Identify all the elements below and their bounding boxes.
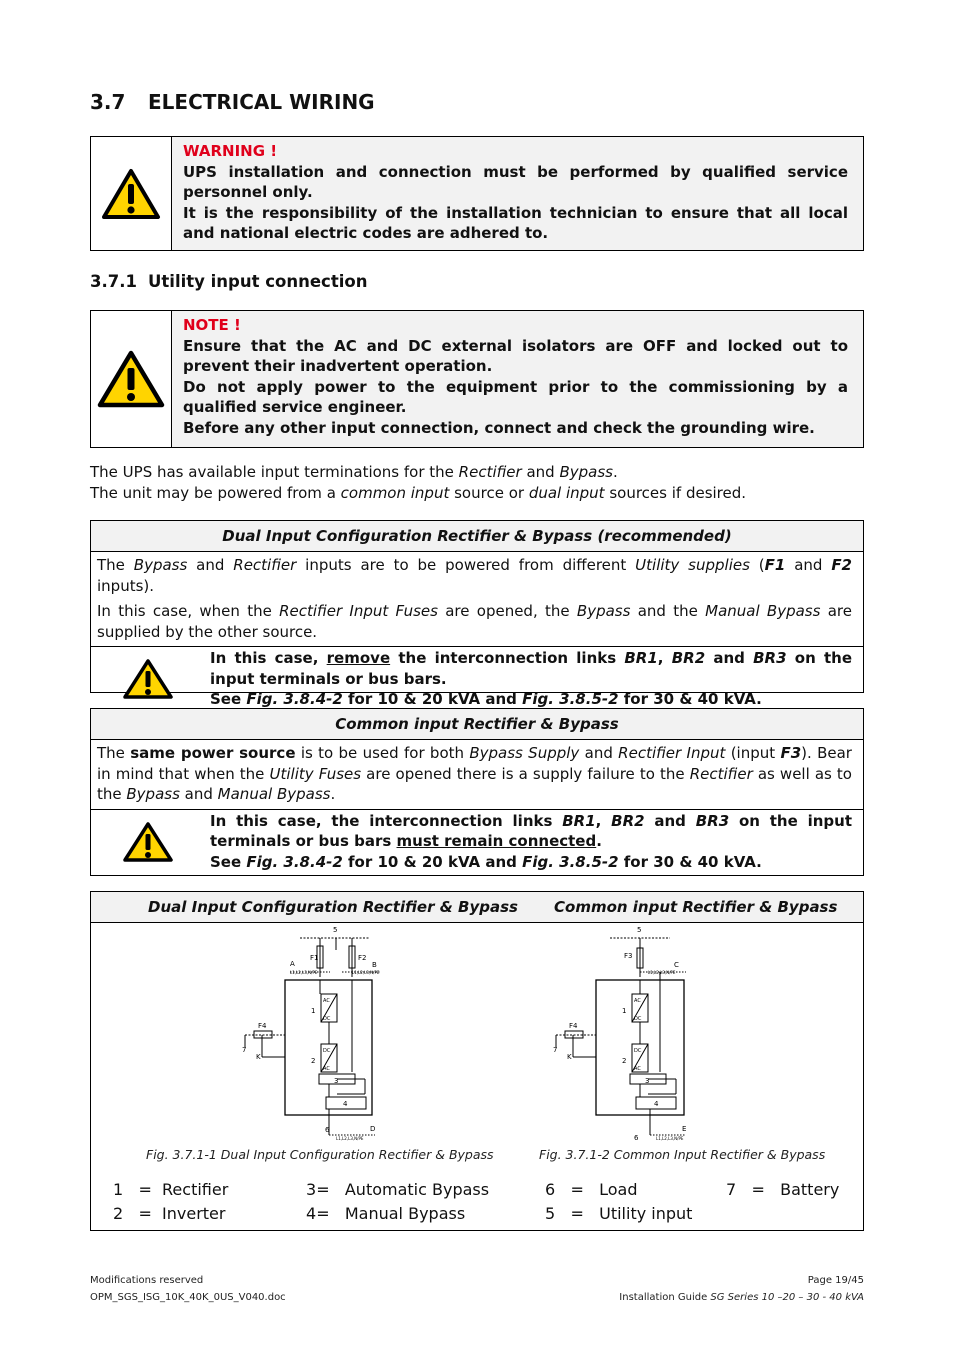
svg-text:3: 3 — [334, 1077, 339, 1085]
dual-input-warning-line-1 — [210, 648, 852, 689]
text: and — [705, 649, 754, 667]
note-line-2: Do not apply power to the equipment prior to the commissioning by a qualified service engineer. — [183, 377, 848, 416]
legend-item — [306, 1180, 489, 1199]
common-input-paragraph-1 — [97, 743, 852, 805]
warning-line-1: UPS installation and connection must be performed by qualified service personnel only. — [183, 162, 848, 201]
legend-label: Utility input — [599, 1204, 693, 1223]
dual-input-paragraph-1 — [97, 555, 852, 596]
text: Manual Bypass — [705, 602, 821, 620]
warning-box — [90, 136, 864, 251]
text: on the input terminals or bus bars — [210, 811, 852, 850]
text: BR3 — [695, 811, 730, 830]
legend-label: Automatic Bypass — [344, 1180, 490, 1199]
text: and the — [630, 602, 706, 620]
dual-input-warning-row — [91, 647, 863, 712]
text: Bypass — [576, 602, 631, 620]
svg-text:6: 6 — [634, 1134, 639, 1142]
section-heading — [90, 90, 375, 114]
text: same power source — [130, 744, 296, 762]
svg-text:2: 2 — [311, 1057, 316, 1065]
text: The unit may be powered from a — [90, 484, 341, 502]
dual-input-diagram — [240, 922, 390, 1147]
subsection-heading — [90, 272, 367, 291]
legend-number: 2 — [113, 1204, 124, 1223]
dual-input-table — [90, 520, 864, 708]
svg-text:AC: AC — [323, 998, 330, 1004]
svg-text:DC: DC — [323, 1048, 331, 1054]
text: In this case, the interconnection links — [210, 811, 563, 830]
text: BR1 — [624, 649, 658, 667]
legend-number: 1 — [113, 1180, 124, 1199]
legend-sep: = — [316, 1204, 330, 1223]
svg-text:AC: AC — [634, 1066, 641, 1072]
svg-text:L1,L2,L3,N/PE: L1,L2,L3,N/PE — [656, 1136, 684, 1141]
svg-text:D: D — [370, 1125, 376, 1133]
text: sources if desired. — [604, 484, 747, 502]
text: and — [179, 785, 218, 803]
legend-sep: = — [138, 1204, 152, 1223]
note-icon-cell — [91, 311, 172, 447]
warning-icon-cell — [91, 137, 172, 250]
warning-triangle-icon — [122, 658, 174, 700]
footer-right-2 — [619, 1292, 864, 1303]
common-input-table — [90, 708, 864, 876]
warning-triangle-icon — [97, 350, 165, 408]
text: remove — [326, 649, 391, 667]
text: ( — [749, 556, 765, 574]
text: and — [187, 556, 234, 574]
svg-text:DC: DC — [323, 1016, 331, 1022]
intro-paragraph — [90, 462, 870, 504]
svg-text:4: 4 — [654, 1100, 659, 1108]
svg-text:L1,L2,L3,N/PE: L1,L2,L3,N/PE — [648, 970, 676, 975]
legend-sep: = — [570, 1180, 584, 1199]
text: Utility supplies — [635, 556, 750, 574]
common-input-warning-text — [204, 810, 863, 875]
text: BR3 — [753, 649, 787, 667]
warning-triangle-icon — [101, 168, 161, 220]
dual-input-table-header: Dual Input Configuration Rectifier & Bypass (recommended) — [91, 521, 863, 552]
svg-text:C: C — [674, 961, 679, 969]
text: The UPS has available input terminations for the — [90, 463, 459, 481]
svg-text:F4: F4 — [569, 1022, 578, 1030]
legend-item — [545, 1180, 638, 1199]
text: The — [97, 744, 131, 762]
svg-text:E: E — [682, 1125, 687, 1133]
common-input-table-body — [91, 740, 863, 810]
text: SG Series 10 –20 – 30 - 40 kVA — [710, 1292, 864, 1303]
legend-sep: = — [570, 1204, 584, 1223]
common-input-warning-line-2 — [210, 852, 852, 873]
text: as well as to the — [97, 764, 852, 803]
text: inputs). — [97, 576, 155, 595]
svg-text:AC: AC — [323, 1066, 330, 1072]
text: See — [210, 690, 247, 708]
text: The — [97, 556, 134, 574]
footer-left-2: OPM_SGS_ISG_10K_40K_0US_V040.doc — [90, 1292, 286, 1303]
text: dual input — [528, 484, 605, 502]
common-input-warning-row — [91, 810, 863, 875]
common-input-diagram — [546, 922, 696, 1147]
legend-number: 6 — [545, 1180, 556, 1199]
svg-text:F1: F1 — [310, 954, 319, 962]
text: are opened there is a supply failure to the — [361, 764, 690, 783]
svg-text:1: 1 — [311, 1007, 316, 1015]
figure-header-left: Dual Input Configuration Rectifier & Bypass — [148, 898, 518, 916]
legend-label: Rectifier — [162, 1180, 229, 1199]
dual-input-warning-text — [204, 647, 863, 712]
text: Fig. 3.8.4-2 — [246, 690, 343, 708]
dual-input-paragraph-2 — [97, 601, 852, 642]
text: for 10 & 20 kVA and — [342, 690, 523, 708]
text: In this case, when the — [97, 602, 280, 620]
text: are supplied by the other source. — [97, 602, 852, 641]
figure-caption-right: Fig. 3.7.1-2 Common Input Rectifier & Bypass — [539, 1147, 826, 1162]
text: Fig. 3.8.5-2 — [522, 852, 619, 871]
svg-text:3: 3 — [645, 1077, 650, 1085]
text: on the input terminals or bus bars. — [210, 649, 852, 688]
legend-label: Load — [599, 1180, 638, 1199]
common-input-table-header: Common input Rectifier & Bypass — [91, 709, 863, 740]
text: Rectifier — [233, 556, 297, 574]
svg-text:7: 7 — [242, 1046, 247, 1054]
text: See — [210, 852, 247, 871]
note-text — [172, 311, 863, 447]
text: is to be used for both — [295, 744, 470, 762]
svg-text:DC: DC — [634, 1048, 642, 1054]
legend-item — [545, 1204, 692, 1223]
svg-text:5: 5 — [637, 926, 642, 934]
legend-sep: = — [138, 1180, 152, 1199]
text: common input — [340, 484, 450, 502]
legend-item — [726, 1180, 839, 1199]
dual-input-table-body — [91, 552, 863, 647]
legend-item — [113, 1204, 225, 1223]
svg-text:AC: AC — [634, 998, 641, 1004]
svg-text:6: 6 — [325, 1126, 330, 1134]
legend-label: Battery — [780, 1180, 840, 1199]
note-title: NOTE ! — [183, 316, 241, 334]
section-title: ELECTRICAL WIRING — [148, 90, 375, 114]
text: . — [596, 832, 602, 850]
svg-text:L1,L2,L3,N/PE: L1,L2,L3,N/PE — [336, 1136, 364, 1141]
svg-text:L1,L2,L3,N/PE: L1,L2,L3,N/PE — [352, 970, 380, 975]
svg-text:2: 2 — [622, 1057, 627, 1065]
svg-text:5: 5 — [333, 926, 338, 934]
legend-number: 7 — [726, 1180, 737, 1199]
text: source or — [449, 484, 529, 502]
subsection-title: Utility input connection — [148, 272, 368, 291]
legend-number: 5 — [545, 1204, 556, 1223]
text: F1 — [764, 556, 786, 574]
text: Bypass — [133, 556, 188, 574]
figure-caption-left: Fig. 3.7.1-1 Dual Input Configuration Rectifier & Bypass — [146, 1147, 494, 1162]
warning-text — [172, 137, 863, 250]
svg-text:A: A — [290, 960, 295, 968]
svg-text:1: 1 — [622, 1007, 627, 1015]
legend-item — [306, 1204, 465, 1223]
text: F2 — [831, 556, 852, 574]
text: and — [644, 811, 696, 830]
svg-text:4: 4 — [343, 1100, 348, 1108]
text: (input — [725, 744, 781, 762]
text: Bypass — [559, 463, 613, 481]
text: BR1 — [562, 811, 596, 830]
note-line-3: Before any other input connection, connect and check the grounding wire. — [183, 418, 815, 437]
svg-text:F4: F4 — [258, 1022, 267, 1030]
legend-sep: = — [751, 1180, 765, 1199]
subsection-number: 3.7.1 — [90, 272, 137, 291]
text: Installation Guide — [619, 1292, 711, 1303]
text: and — [521, 463, 560, 481]
text: the interconnection links — [390, 649, 625, 667]
svg-text:L1,L2,L3,N/PE: L1,L2,L3,N/PE — [290, 970, 318, 975]
text: for 10 & 20 kVA and — [342, 852, 523, 871]
text: ). Bear in mind that when the — [97, 744, 852, 783]
text: F3 — [780, 744, 802, 762]
common-input-warning-line-1 — [210, 811, 852, 852]
legend-number: 4 — [306, 1204, 317, 1223]
note-box — [90, 310, 864, 448]
figures-table-header — [91, 892, 863, 923]
text: Rectifier — [458, 463, 522, 481]
text: , — [657, 649, 672, 667]
svg-text:K: K — [256, 1053, 261, 1061]
text: Bypass Supply — [469, 744, 580, 762]
text: Utility Fuses — [269, 764, 362, 783]
footer-page-number: Page 19/45 — [807, 1275, 864, 1286]
legend-label: Manual Bypass — [344, 1204, 466, 1223]
legend-number: 3 — [306, 1180, 317, 1199]
section-number: 3.7 — [90, 90, 126, 114]
legend-sep: = — [316, 1180, 330, 1199]
text: BR2 — [611, 811, 645, 830]
text: are opened, the — [437, 602, 577, 620]
footer-left-1: Modifications reserved — [90, 1275, 204, 1286]
text: Manual Bypass — [217, 785, 331, 803]
text: Fig. 3.8.5-2 — [522, 690, 619, 708]
text: must remain connected — [396, 832, 597, 850]
dual-input-warning-line-2 — [210, 689, 852, 710]
text: Bypass — [126, 785, 180, 803]
text: and — [785, 556, 832, 574]
svg-text:F3: F3 — [624, 952, 633, 960]
warning-line-2: It is the responsibility of the installation technician to ensure that all local and national electric codes are adhered to. — [183, 203, 848, 242]
text: , — [595, 811, 612, 830]
text: Rectifier Input — [618, 744, 726, 762]
text: for 30 & 40 kVA. — [618, 852, 762, 871]
svg-text:7: 7 — [553, 1046, 558, 1054]
legend-item — [113, 1180, 228, 1199]
text: Rectifier Input Fuses — [279, 602, 438, 620]
text: Rectifier — [689, 764, 753, 783]
text: . — [613, 463, 618, 481]
note-line-1: Ensure that the AC and DC external isolators are OFF and locked out to prevent their inadvertent operation. — [183, 336, 848, 375]
svg-text:K: K — [567, 1053, 572, 1061]
text: inputs are to be powered from different — [296, 556, 636, 574]
legend-label: Inverter — [162, 1204, 226, 1223]
svg-text:F2: F2 — [358, 954, 367, 962]
text: Fig. 3.8.4-2 — [246, 852, 343, 871]
warning-title: WARNING ! — [183, 142, 278, 160]
svg-text:B: B — [372, 961, 377, 969]
icon-cell — [91, 810, 204, 875]
text: and — [579, 744, 619, 762]
icon-cell — [91, 647, 204, 712]
text: for 30 & 40 kVA. — [618, 690, 762, 708]
text: . — [330, 785, 336, 803]
warning-triangle-icon — [122, 821, 174, 863]
figure-header-right: Common input Rectifier & Bypass — [554, 898, 838, 916]
svg-text:DC: DC — [634, 1016, 642, 1022]
text: BR2 — [671, 649, 706, 667]
text: In this case, — [210, 649, 327, 667]
intro-line-2 — [90, 483, 870, 504]
intro-line-1 — [90, 462, 870, 483]
